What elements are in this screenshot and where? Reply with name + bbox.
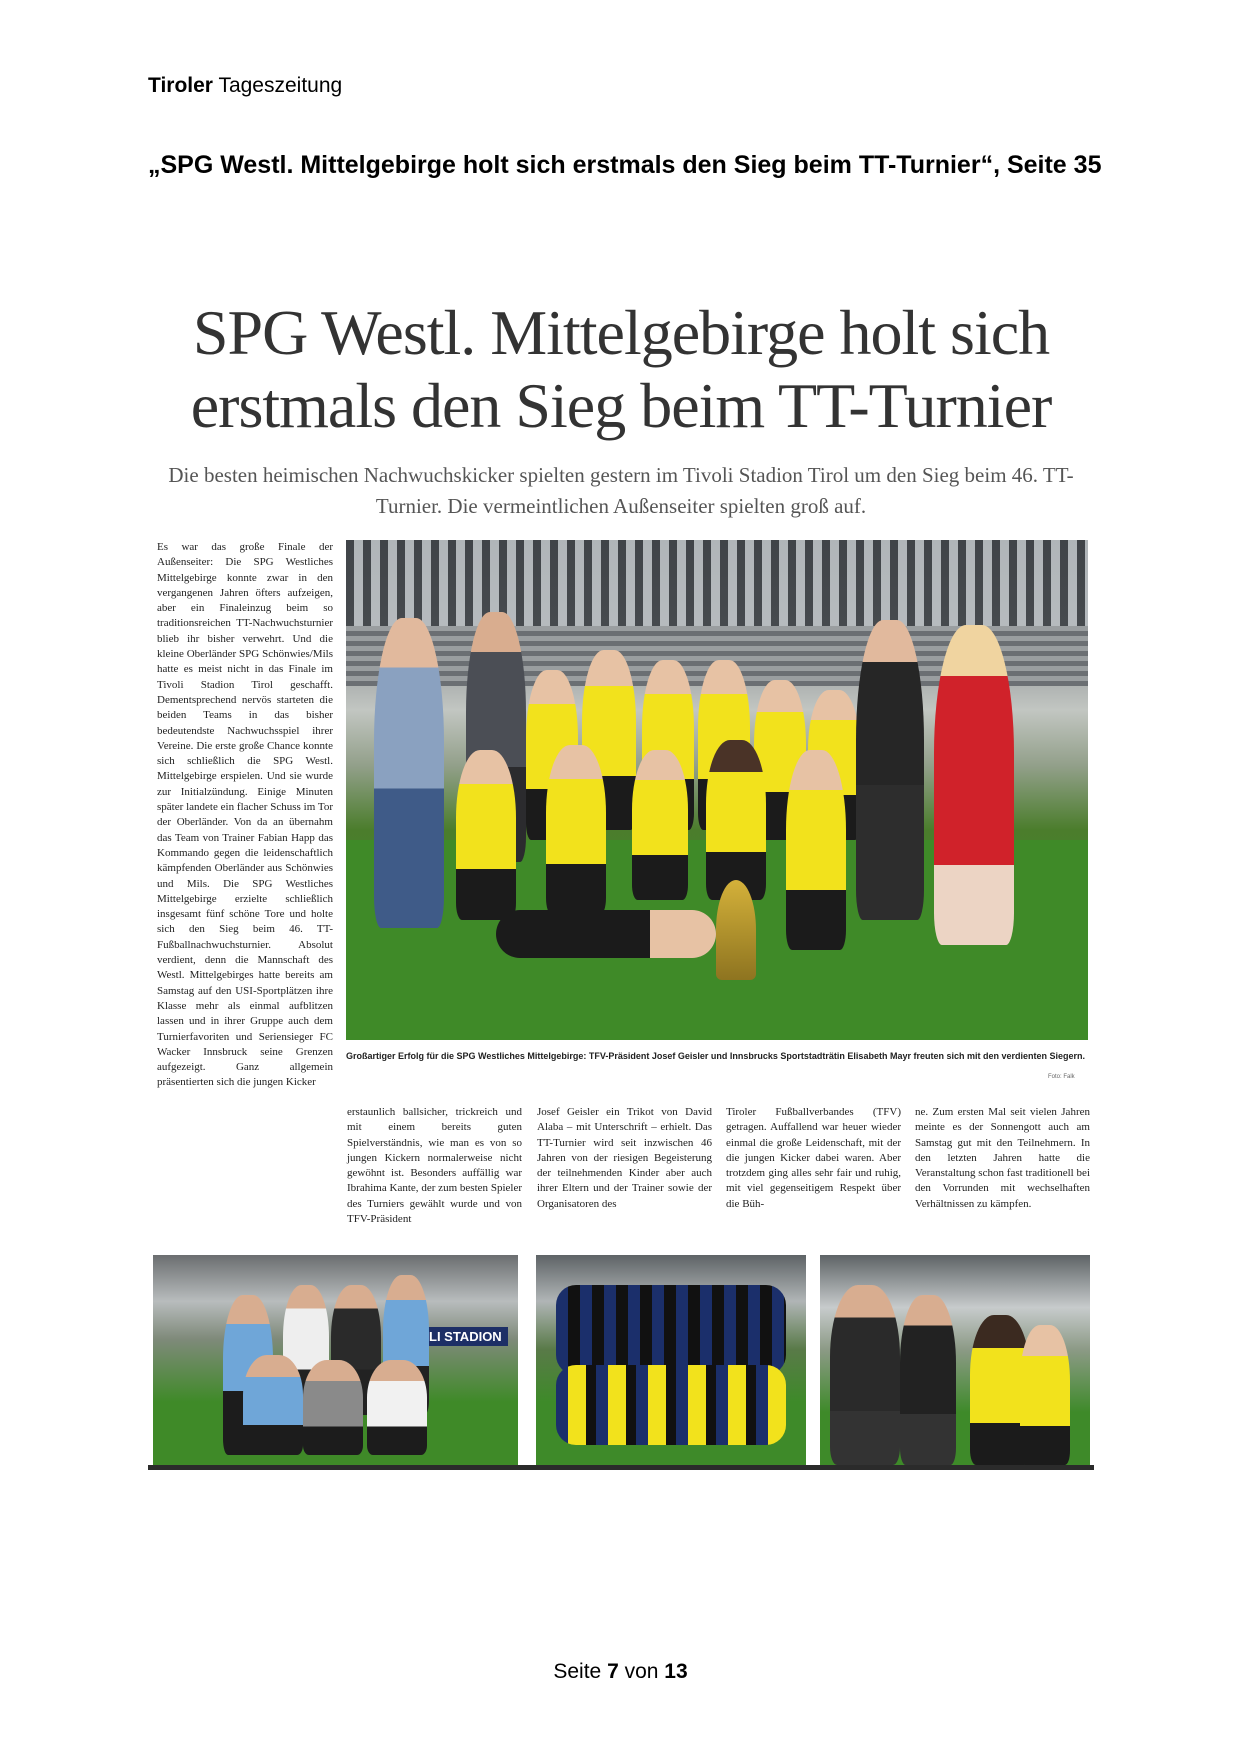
player-figure	[632, 750, 688, 900]
masthead	[148, 74, 342, 98]
current-page: 7	[607, 1660, 619, 1683]
page-separator: von	[624, 1660, 659, 1683]
lying-player-figure	[496, 910, 716, 958]
referee-figure	[367, 1360, 427, 1455]
adult-figure	[856, 620, 924, 920]
photo-referees	[153, 1255, 518, 1465]
adult-figure-red-dress	[934, 625, 1014, 945]
official-figure	[830, 1285, 900, 1465]
player-figure	[456, 750, 516, 920]
team-group	[556, 1285, 786, 1375]
masthead-brand-rest: Tageszeitung	[218, 74, 343, 97]
newspaper-clipping	[148, 290, 1094, 1468]
trophy	[716, 880, 756, 980]
article-column-3: Josef Geisler ein Trikot von David Alaba – mit Unterschrift – erhielt. Das TT-Turnier wird seit inzwischen 46 Jahren von der riesigen Begeisterung der teilnehmenden Kinder aber auch ihrer Eltern und der Trainer sowie der Organisatoren des	[537, 1106, 712, 1210]
article-column-4: Tiroler Fußballverbandes (TFV) getragen. Auffallend war heuer wieder einmal die große Leidenschaft, mit der die jungen Kicker dabei waren. Aber trotzdem ging alles sehr fair und ruhig, mit viel gegenseitigem Respekt über die Büh-	[726, 1106, 901, 1210]
article-subheadline: Die besten heimischen Nachwuchskicker spielten gestern im Tivoli Stadion Tirol um den Sieg beim 46. TT-Turnier. Die vermeintlichen Außenseiter spielten groß auf.	[168, 463, 1074, 518]
photo-caption: Großartiger Erfolg für die SPG Westliches Mittelgebirge: TFV-Präsident Josef Geisler und Innsbrucks Sportstadträtin Elisabeth Mayr freuten sich mit den verdienten Siegern.	[346, 1051, 1085, 1061]
photo-strip-rule	[148, 1465, 1094, 1470]
main-team-photo	[346, 540, 1088, 1040]
team-group	[556, 1365, 786, 1445]
player-figure	[786, 750, 846, 950]
photo-credit: Foto: Falk	[1048, 1074, 1075, 1080]
article-column-2: erstaunlich ballsicher, trickreich und mit einem bereits guten Spielverständnis, wie man es von so jungen Kickern normalerweise nicht gewöhnt ist. Besonders auffällig war Ibrahima Kante, der zum besten Spieler des Turniers gewählt wurde und von TFV-Präsident	[347, 1106, 522, 1226]
referee-figure	[303, 1360, 363, 1455]
document-title: „SPG Westl. Mittelgebirge holt sich erstmals den Sieg beim TT-Turnier“, Seite 35	[148, 151, 1102, 179]
article-column-5: ne. Zum ersten Mal seit vielen Jahren meinte es der Sonnengott auch am Samstag gut mit den Teilnehmern. In den letzten Jahren hatte die Veranstaltung schon fast traditionell bei den Vorrunden mit wechselhaften Verhältnissen zu kämpfen.	[915, 1106, 1090, 1210]
official-figure	[900, 1295, 956, 1465]
photo-team-blue-black	[536, 1255, 806, 1465]
player-figure	[706, 740, 766, 900]
stadium-sign: LI STADION	[423, 1327, 508, 1346]
stadium-roof	[346, 540, 1088, 626]
masthead-brand-bold: Tiroler	[148, 74, 213, 97]
player-figure	[1020, 1325, 1070, 1465]
page-footer	[0, 1660, 1241, 1684]
photo-award-presentation	[820, 1255, 1090, 1465]
player-figure	[546, 745, 606, 915]
total-pages: 13	[664, 1660, 688, 1683]
page-prefix: Seite	[553, 1660, 602, 1683]
referee-figure	[243, 1355, 303, 1455]
article-headline: SPG Westl. Mittelgebirge holt sich erstmals den Sieg beim TT-Turnier	[190, 297, 1052, 441]
adult-figure	[374, 618, 444, 928]
article-column-1: Es war das große Finale der Außenseiter: Die SPG Westliches Mittelgebirge konnte zwar in den vergangenen Jahren öfters aufzeigen, aber ein Finaleinzug beim so traditionsreichen TT-Nachwuchsturnier blieb ihr bisher verwehrt. Und die kleine Oberländer SPG Schönwies/Mils hatte es meist nicht in das Finale im Tivoli Stadion Tirol geschafft. Dementsprechend nervös starteten die beiden Teams in das bisher bedeutendste Nachwuchsspiel ihrer Vereine. Die erste große Chance konnte sich schließlich die SPG Westl. Mittelgebirge erspielen. Und sie wurde zur Initialzündung. Einige Minuten später landete ein flacher Schuss im Tor der Oberländer. Von da an übernahm das Team von Trainer Fabian Happ das Kommando gegen die leidenschaftlich kämpfenden Oberländer aus Schönwies und Mils. Die SPG Westliches Mittelgebirge erzielte schließlich insgesamt fünf schöne Tore und holte sich den Sieg beim 46. TT-Fußballnachwuchsturnier. Absolut verdient, denn die Mannschaft des Westl. Mittelgebirges hatte bereits am Samstag auf den USI-Sportplätzen ihre Klasse mehr als einmal aufblitzen lassen und in ihrer Gruppe auch dem Turnierfavoriten und Seriensieger FC Wacker Innsbruck seine Grenzen aufgezeigt. Ganz allgemein präsentierten sich die jungen Kicker	[157, 541, 333, 1089]
